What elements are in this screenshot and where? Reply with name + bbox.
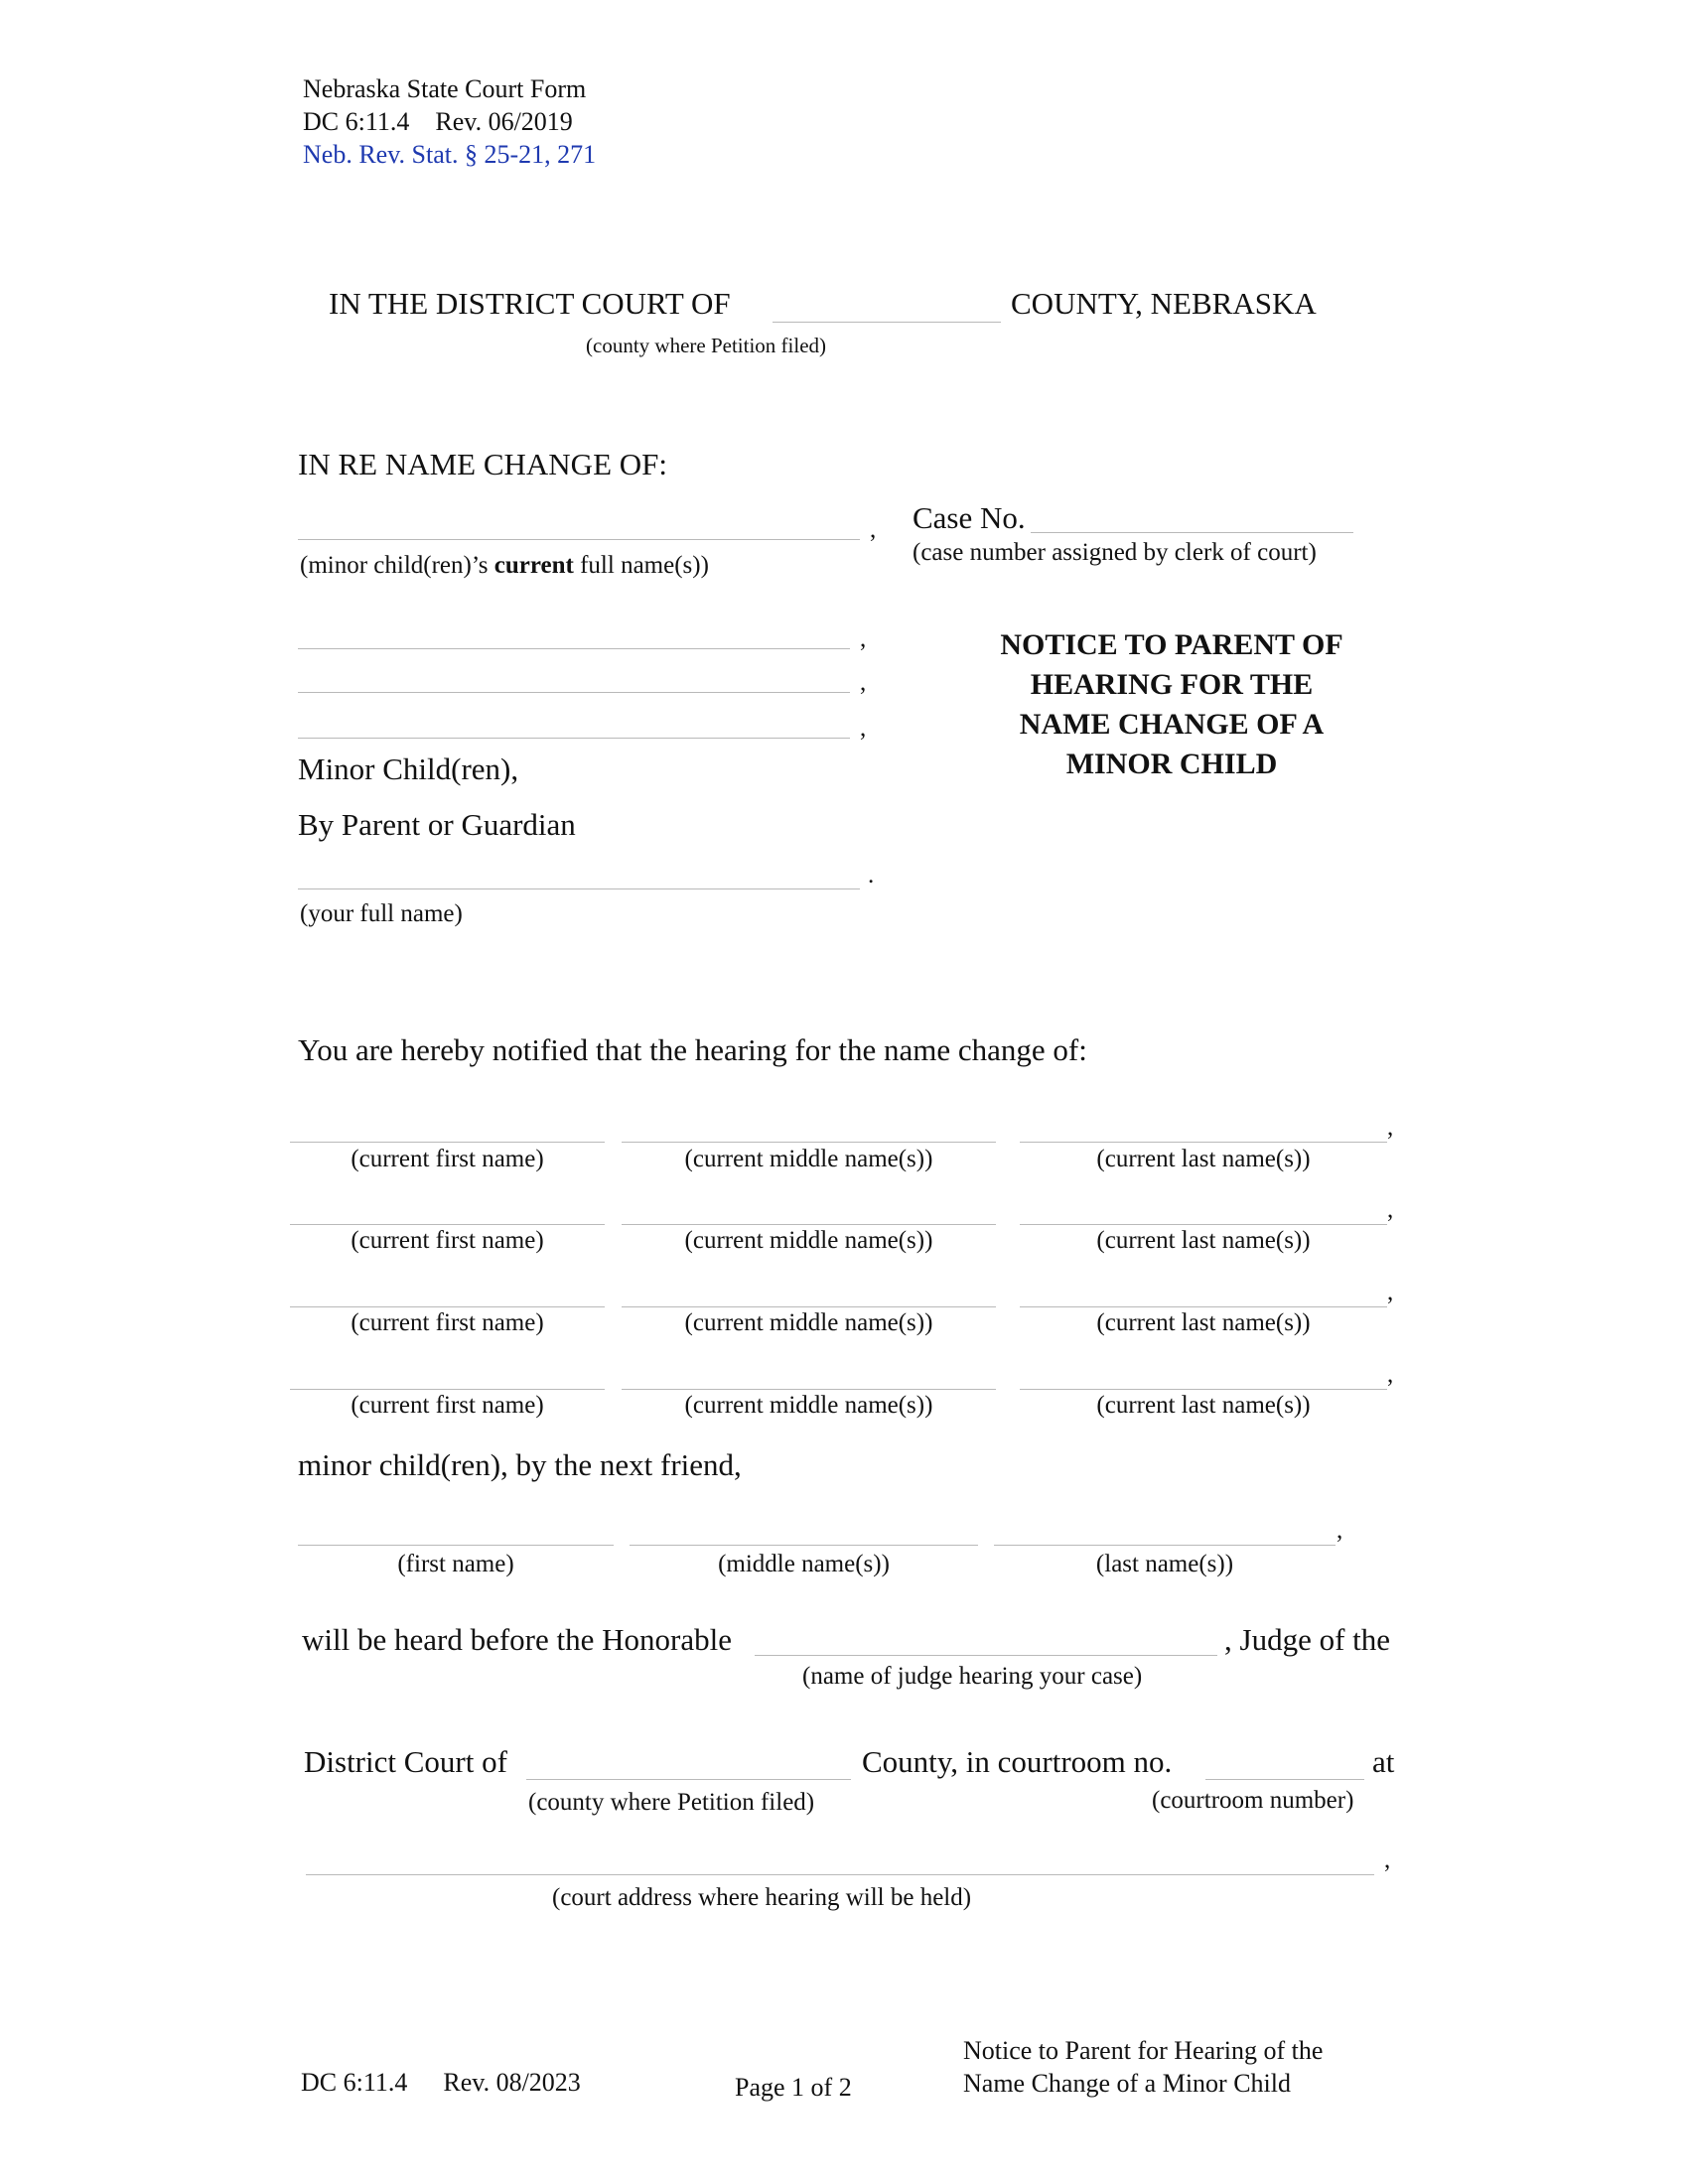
case-no-label: Case No. <box>913 500 1026 535</box>
county-hint: (county where Petition filed) <box>586 334 827 357</box>
friend-middle-name-hint: (middle name(s)) <box>718 1551 890 1577</box>
minor-children-label: Minor Child(ren), <box>298 751 519 786</box>
district-county-hint: (county where Petition filed) <box>528 1789 815 1816</box>
judge-name-field[interactable] <box>755 1655 1217 1656</box>
next-friend-text: minor child(ren), by the next friend, <box>298 1447 742 1482</box>
comma: , <box>860 715 867 742</box>
form-code-text: DC 6:11.4 <box>303 107 410 136</box>
period: . <box>868 862 875 888</box>
district-county-field[interactable] <box>526 1779 851 1780</box>
comma: , <box>1387 1361 1394 1388</box>
child-name-field-2[interactable] <box>298 648 850 649</box>
first-name-field[interactable] <box>290 1224 605 1225</box>
first-name-hint: (current first name) <box>351 1227 544 1254</box>
in-re-heading: IN RE NAME CHANGE OF: <box>298 447 667 481</box>
middle-name-field[interactable] <box>622 1306 996 1307</box>
comma: , <box>1387 1114 1394 1141</box>
comma: , <box>870 516 877 543</box>
page-number: Page 1 of 2 <box>735 2073 852 2102</box>
form-code <box>303 106 573 138</box>
court-address-hint: (court address where hearing will be held) <box>552 1884 972 1911</box>
judge-name-hint: (name of judge hearing your case) <box>802 1663 1143 1690</box>
footer-code <box>301 2068 581 2098</box>
middle-name-field[interactable] <box>622 1224 996 1225</box>
district-of-text: District Court of <box>304 1744 507 1779</box>
first-name-hint: (current first name) <box>351 1392 544 1419</box>
title-line: MINOR CHILD <box>1065 748 1278 780</box>
middle-name-hint: (current middle name(s)) <box>684 1392 933 1419</box>
last-name-hint: (current last name(s)) <box>1096 1392 1311 1419</box>
last-name-field[interactable] <box>1020 1389 1387 1390</box>
friend-first-name-hint: (first name) <box>397 1551 514 1577</box>
notified-text: You are hereby notified that the hearing for the name change of: <box>298 1032 1087 1067</box>
middle-name-hint: (current middle name(s)) <box>684 1227 933 1254</box>
parent-name-hint: (your full name) <box>300 900 463 927</box>
heard-before-text: will be heard before the Honorable <box>302 1622 732 1657</box>
middle-name-hint: (current middle name(s)) <box>684 1146 933 1172</box>
friend-last-name-hint: (last name(s)) <box>1095 1551 1234 1577</box>
child-hint-bold: current <box>493 552 574 579</box>
court-suffix: COUNTY, NEBRASKA <box>1011 286 1317 321</box>
title-line: NAME CHANGE OF A <box>1019 708 1325 741</box>
title-line: NOTICE TO PARENT OF <box>1000 628 1343 661</box>
comma: , <box>1384 1846 1391 1873</box>
last-name-field[interactable] <box>1020 1142 1387 1143</box>
judge-of-text: , Judge of the <box>1224 1622 1391 1657</box>
form-rev: Rev. 06/2019 <box>435 107 573 136</box>
comma: , <box>860 669 867 696</box>
friend-middle-name-field[interactable] <box>630 1545 978 1546</box>
middle-name-field[interactable] <box>622 1389 996 1390</box>
last-name-hint: (current last name(s)) <box>1096 1309 1311 1336</box>
footer-code-text: DC 6:11.4 <box>301 2068 408 2097</box>
comma: , <box>1387 1279 1394 1305</box>
case-no-field[interactable] <box>1031 532 1353 533</box>
child-name-field-4[interactable] <box>298 738 850 739</box>
child-name-field[interactable] <box>298 539 860 540</box>
footer-title <box>963 2034 1323 2100</box>
child-hint-post: full name(s)) <box>573 552 709 579</box>
comma: , <box>860 625 867 652</box>
footer-rev: Rev. 08/2023 <box>443 2068 581 2097</box>
footer-title-line: Name Change of a Minor Child <box>963 2069 1291 2098</box>
case-no-hint: (case number assigned by clerk of court) <box>913 539 1317 566</box>
county-field[interactable] <box>773 322 1001 323</box>
middle-name-field[interactable] <box>622 1142 996 1143</box>
court-address-field[interactable] <box>306 1874 1374 1875</box>
last-name-hint: (current last name(s)) <box>1096 1227 1311 1254</box>
last-name-field[interactable] <box>1020 1306 1387 1307</box>
child-name-field-3[interactable] <box>298 692 850 693</box>
first-name-hint: (current first name) <box>351 1309 544 1336</box>
statute-link[interactable]: Neb. Rev. Stat. § 25-21, 271 <box>303 140 597 169</box>
first-name-field[interactable] <box>290 1306 605 1307</box>
comma: , <box>1387 1196 1394 1223</box>
last-name-hint: (current last name(s)) <box>1096 1146 1311 1172</box>
first-name-field[interactable] <box>290 1389 605 1390</box>
friend-last-name-field[interactable] <box>994 1545 1336 1546</box>
document-title <box>973 625 1370 784</box>
child-name-hint <box>300 552 709 580</box>
first-name-field[interactable] <box>290 1142 605 1143</box>
child-hint-pre: (minor child(ren)’s <box>300 552 494 579</box>
comma: , <box>1336 1517 1343 1544</box>
friend-first-name-field[interactable] <box>298 1545 614 1546</box>
last-name-field[interactable] <box>1020 1224 1387 1225</box>
footer-title-line: Notice to Parent for Hearing of the <box>963 2036 1324 2065</box>
by-parent-label: By Parent or Guardian <box>298 807 576 842</box>
form-name: Nebraska State Court Form <box>303 74 587 103</box>
county-courtroom-text: County, in courtroom no. <box>862 1744 1173 1779</box>
parent-name-field[interactable] <box>298 888 860 889</box>
court-prefix: IN THE DISTRICT COURT OF <box>329 286 731 321</box>
middle-name-hint: (current middle name(s)) <box>684 1309 933 1336</box>
courtroom-number-field[interactable] <box>1205 1779 1364 1780</box>
courtroom-number-hint: (courtroom number) <box>1152 1787 1354 1814</box>
title-line: HEARING FOR THE <box>1030 668 1314 701</box>
at-text: at <box>1372 1744 1395 1779</box>
first-name-hint: (current first name) <box>351 1146 544 1172</box>
